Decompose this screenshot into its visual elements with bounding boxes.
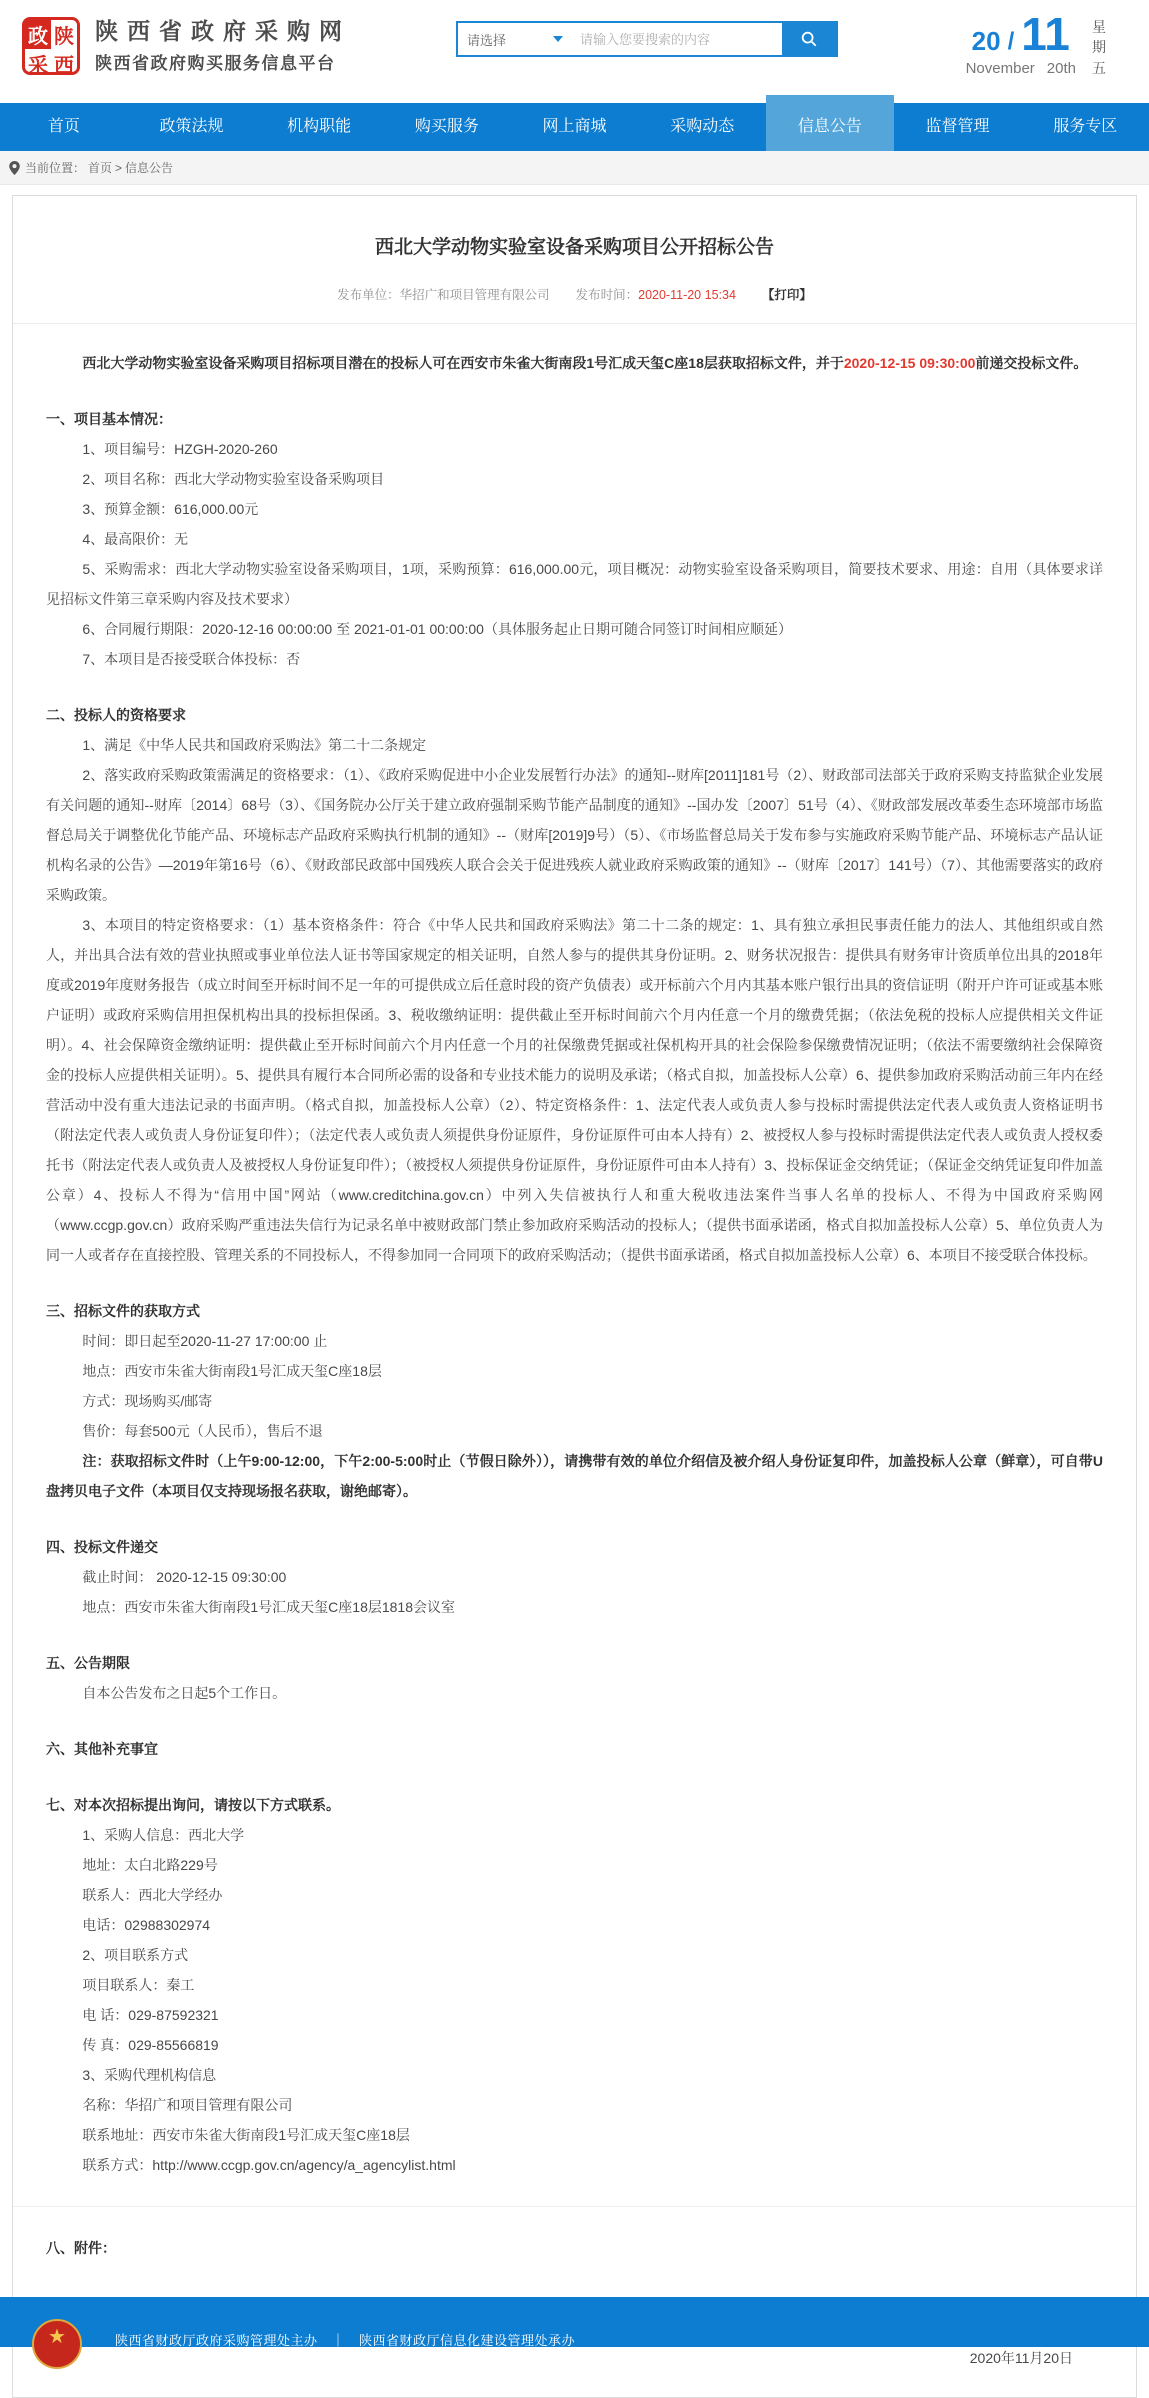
section-heading: 八、附件：: [46, 2240, 116, 2256]
paragraph: 2、项目联系方式: [82, 1947, 189, 1963]
paragraph: 4、最高限价：无: [82, 531, 189, 547]
paragraph: 地点：西安市朱雀大街南段1号汇成天玺C座18层1818会议室: [82, 1599, 456, 1615]
paragraph: 时间：即日起至2020-11-27 17:00:00 止: [82, 1333, 328, 1349]
paragraph: 2、落实政府采购政策需满足的资格要求：（1）、《政府采购促进中小企业发展暂行办法》的通知--财库[2011]181号（2）、财政部司法部关于政府采购支持监狱企业发展有关问题的通知--财库〔2014〕68号（3）、《国务院办公厅关于建立政府强制采购节能产品制度的通知》--国办发〔2007〕51号（4）、《财政部发展改革委生态环境部市场监督总局关于调整优化节能产品、环境标志产品政府采购执行机制的通知》--（财库[2019]9号）（5）、《市场监督总局关于发布参与实施政府采购节能产品、环境标志产品认证机构名录的公告》—2019年第16号（6）、《财政部民政部中国残疾人联合会关于促进残疾人就业政府采购政策的通知》--（财库〔2017〕141号）（7）、其他需要落实的政府采购政策。: [46, 767, 1103, 903]
print-button[interactable]: 【打印】: [761, 288, 812, 302]
seal-char: 陕: [54, 26, 74, 48]
meta-divider: [13, 323, 1136, 324]
paragraph: 3、采购代理机构信息: [82, 2067, 217, 2083]
article-meta: [46, 285, 1103, 303]
nav-item-7[interactable]: 信息公告: [766, 95, 894, 151]
paragraph: 联系地址：西安市朱雀大街南段1号汇成天玺C座18层: [82, 2127, 410, 2143]
intro-deadline-highlight: 2020-12-15 09:30:00: [843, 355, 976, 371]
nav-item-9[interactable]: 服务专区: [1053, 118, 1118, 135]
intro-paragraph: [46, 348, 1103, 378]
paragraph: 6、合同履行期限：2020-12-16 00:00:00 至 2021-01-01 00:00:00（具体服务起止日期可随合同签订时间相应顺延）: [82, 621, 792, 637]
footer-organizer: 陕西省财政厅政府采购管理处主办: [115, 2333, 318, 2348]
date-numbers: [966, 8, 1076, 60]
paragraph: 联系方式：http://www.ccgp.gov.cn/agency/a_agencylist.html: [82, 2157, 456, 2173]
site-footer: [0, 2297, 1149, 2347]
paragraph: 2、项目名称：西北大学动物实验室设备采购项目: [82, 471, 385, 487]
publisher-label: 发布单位：: [337, 288, 400, 302]
paragraph: 5、采购需求：西北大学动物实验室设备采购项目，1项，采购预算：616,000.00元，项目概况：动物实验室设备采购项目，简要技术要求、用途：自用（具体要求详见招标文件第三章采购内容及技术要求）: [46, 561, 1103, 607]
section-heading: 一、项目基本情况：: [46, 411, 172, 427]
footer-co-organizer: 陕西省财政厅信息化建设管理处承办: [359, 2333, 576, 2348]
date-month: 11: [1021, 8, 1070, 60]
paragraph: 注：获取招标文件时（上午9:00-12:00，下午2:00-5:00时止（节假日除外）），请携带有效的单位介绍信及被介绍人身份证复印件，加盖投标人公章（鲜章），可自带U盘拷贝电子文件（本项目仅支持现场报名获取，谢绝邮寄）。: [46, 1453, 1103, 1499]
intro-text-after: 前递交投标文件。: [975, 355, 1088, 371]
paragraph: 联系人：西北大学经办: [82, 1887, 223, 1903]
paragraph: 截止时间： 2020-12-15 09:30:00: [82, 1569, 287, 1585]
section-divider: [13, 2206, 1136, 2207]
search-bar: [456, 21, 838, 57]
national-emblem-icon: ★: [32, 2319, 82, 2369]
breadcrumb-label: 当前位置：: [25, 161, 86, 175]
section-heading: 六、其他补充事宜: [46, 1741, 158, 1757]
paragraph: 电 话：029-87592321: [82, 2007, 219, 2023]
paragraph: 1、采购人信息：西北大学: [82, 1827, 245, 1843]
search-icon: [800, 30, 818, 48]
paragraph: 1、满足《中华人民共和国政府采购法》第二十二条规定: [82, 737, 427, 753]
location-pin-icon: [9, 161, 20, 175]
nav-item-6[interactable]: 采购动态: [670, 118, 735, 135]
section-heading: 二、投标人的资格要求: [46, 707, 186, 723]
intro-text-before: 西北大学动物实验室设备采购项目招标项目潜在的投标人可在西安市朱雀大街南段1号汇成天玺C座18层获取招标文件，并于: [82, 355, 844, 371]
publisher-value: 华招广和项目管理有限公司: [399, 288, 550, 302]
footer-text: [115, 2330, 575, 2349]
search-input[interactable]: [572, 23, 782, 55]
section-heading: 四、投标文件递交: [46, 1539, 158, 1555]
paragraph: 3、本项目的特定资格要求：（1）基本资格条件：符合《中华人民共和国政府采购法》第二十二条的规定：1、具有独立承担民事责任能力的法人、其他组织或自然人，并出具合法有效的营业执照或事业单位法人证书等国家规定的相关证明，自然人参与的提供其身份证明。2、财务状况报告：提供具有财务审计资质单位出具的2018年度或2019年度财务报告（成立时间至开标时间不足一年的可提供成立后任意时段的资产负债表）或开标前六个月内其基本账户银行出具的资信证明（附开户许可证或基本账户证明）或政府采购信用担保机构出具的投标担保函。3、税收缴纳证明：提供截止至开标时间前六个月内任意一个月的缴费凭据；（依法免税的投标人应提供相关文件证明）。4、社会保障资金缴纳证明：提供截止至开标时间前六个月内任意一个月的社保缴费凭据或社保机构开具的社会保险参保缴费情况证明；（依法不需要缴纳社会保障资金的投标人应提供相关证明）。5、提供具有履行本合同所必需的设备和专业技术能力的说明及承诺；（格式自拟，加盖投标人公章）6、提供参加政府采购活动前三年内在经营活动中没有重大违法记录的书面声明。（格式自拟，加盖投标人公章）（2）、特定资格条件：1、法定代表人或负责人参与投标时需提供法定代表人或负责人资格证明书（附法定代表人或负责人身份证复印件）；（法定代表人或负责人须提供身份证原件，身份证原件可由本人持有）2、被授权人参与投标时需提供法定代表人或负责人授权委托书（附法定代表人或负责人及被授权人身份证复印件）；（被授权人须提供身份证原件，身份证原件可由本人持有）3、投标保证金交纳凭证；（保证金交纳凭证复印件加盖公章）4、投标人不得为“信用中国”网站（www.creditchina.gov.cn）中列入失信被执行人和重大税收违法案件当事人名单的投标人、不得为中国政府采购网（www.ccgp.gov.cn）政府采购严重违法失信行为记录名单中被财政部门禁止参加政府采购活动的投标人；（提供书面承诺函，格式自拟加盖投标人公章）5、单位负责人为同一人或者存在直接控股、管理关系的不同投标人，不得参加同一合同项下的政府采购活动；（提供书面承诺函，格式自拟加盖投标人公章）6、本项目不接受联合体投标。: [46, 917, 1103, 1263]
date-widget: [965, 8, 1107, 78]
site-subtitle: 陕西省政府购买服务信息平台: [95, 53, 336, 73]
paragraph: 售价：每套500元（人民币），售后不退: [82, 1423, 323, 1439]
breadcrumb-separator: >: [115, 160, 123, 175]
section-heading: 七、对本次招标提出询问，请按以下方式联系。: [46, 1797, 340, 1813]
search-select-label: 请选择: [467, 32, 507, 48]
date-english: [966, 60, 1076, 77]
date-day: 20: [971, 25, 1001, 56]
breadcrumb-home-link[interactable]: 首页: [88, 161, 113, 175]
signature-date: 2020年11月20日: [969, 2350, 1073, 2366]
paragraph: 电话：02988302974: [82, 1917, 211, 1933]
site-title: 陕西省政府采购网: [95, 18, 351, 45]
seal-char: 采: [28, 55, 48, 77]
search-category-select[interactable]: [458, 23, 572, 55]
nav-item-4[interactable]: 购买服务: [414, 118, 479, 135]
paragraph: 项目联系人：秦工: [82, 1977, 195, 1993]
paragraph: 1、项目编号：HZGH-2020-260: [82, 441, 278, 457]
paragraph: 传 真：029-85566819: [82, 2037, 219, 2053]
site-title-group: [95, 18, 351, 74]
nav-item-5[interactable]: 网上商城: [542, 118, 607, 135]
chevron-down-icon: [553, 36, 563, 42]
paragraph: 方式：现场购买/邮寄: [82, 1393, 213, 1409]
search-button[interactable]: [782, 23, 836, 55]
section-heading: 五、公告期限: [46, 1655, 130, 1671]
paragraph: 自本公告发布之日起5个工作日。: [82, 1685, 287, 1701]
paragraph: 地点：西安市朱雀大街南段1号汇成天玺C座18层: [82, 1363, 382, 1379]
date-day-ordinal: 20th: [1046, 59, 1076, 77]
article-card: [12, 195, 1137, 2398]
date-weekday: 星期五: [1092, 19, 1106, 76]
nav-item-8[interactable]: 监督管理: [925, 118, 990, 135]
site-header: [0, 0, 1149, 103]
nav-item-1[interactable]: 首页: [47, 118, 80, 135]
publish-time-label: 发布时间：: [575, 288, 639, 302]
seal-logo-icon: [22, 17, 80, 75]
seal-char: 西: [54, 55, 74, 77]
section-heading: 三、招标文件的获取方式: [46, 1303, 200, 1319]
breadcrumb-current-link[interactable]: 信息公告: [125, 161, 174, 175]
date-separator: /: [1007, 27, 1015, 55]
publish-time-value: 2020-11-20 15:34: [638, 288, 736, 302]
seal-char: 政: [25, 20, 51, 49]
date-main: [965, 8, 1076, 78]
page-title: 西北大学动物实验室设备采购项目公开招标公告: [374, 237, 774, 258]
footer-separator: ｜: [331, 2333, 346, 2348]
nav-item-3[interactable]: 机构职能: [287, 118, 352, 135]
main-nav: [0, 103, 1149, 151]
paragraph: 3、预算金额：616,000.00元: [82, 501, 259, 517]
article-body: [46, 348, 1103, 2263]
nav-item-2[interactable]: 政策法规: [159, 118, 224, 135]
paragraph: 7、本项目是否接受联合体投标：否: [82, 651, 301, 667]
paragraph: 地址：太白北路229号: [82, 1857, 218, 1873]
site-logo: [22, 17, 351, 75]
breadcrumb: [0, 151, 1149, 185]
date-month-en: November: [965, 59, 1035, 77]
paragraph: 名称：华招广和项目管理有限公司: [82, 2097, 293, 2113]
